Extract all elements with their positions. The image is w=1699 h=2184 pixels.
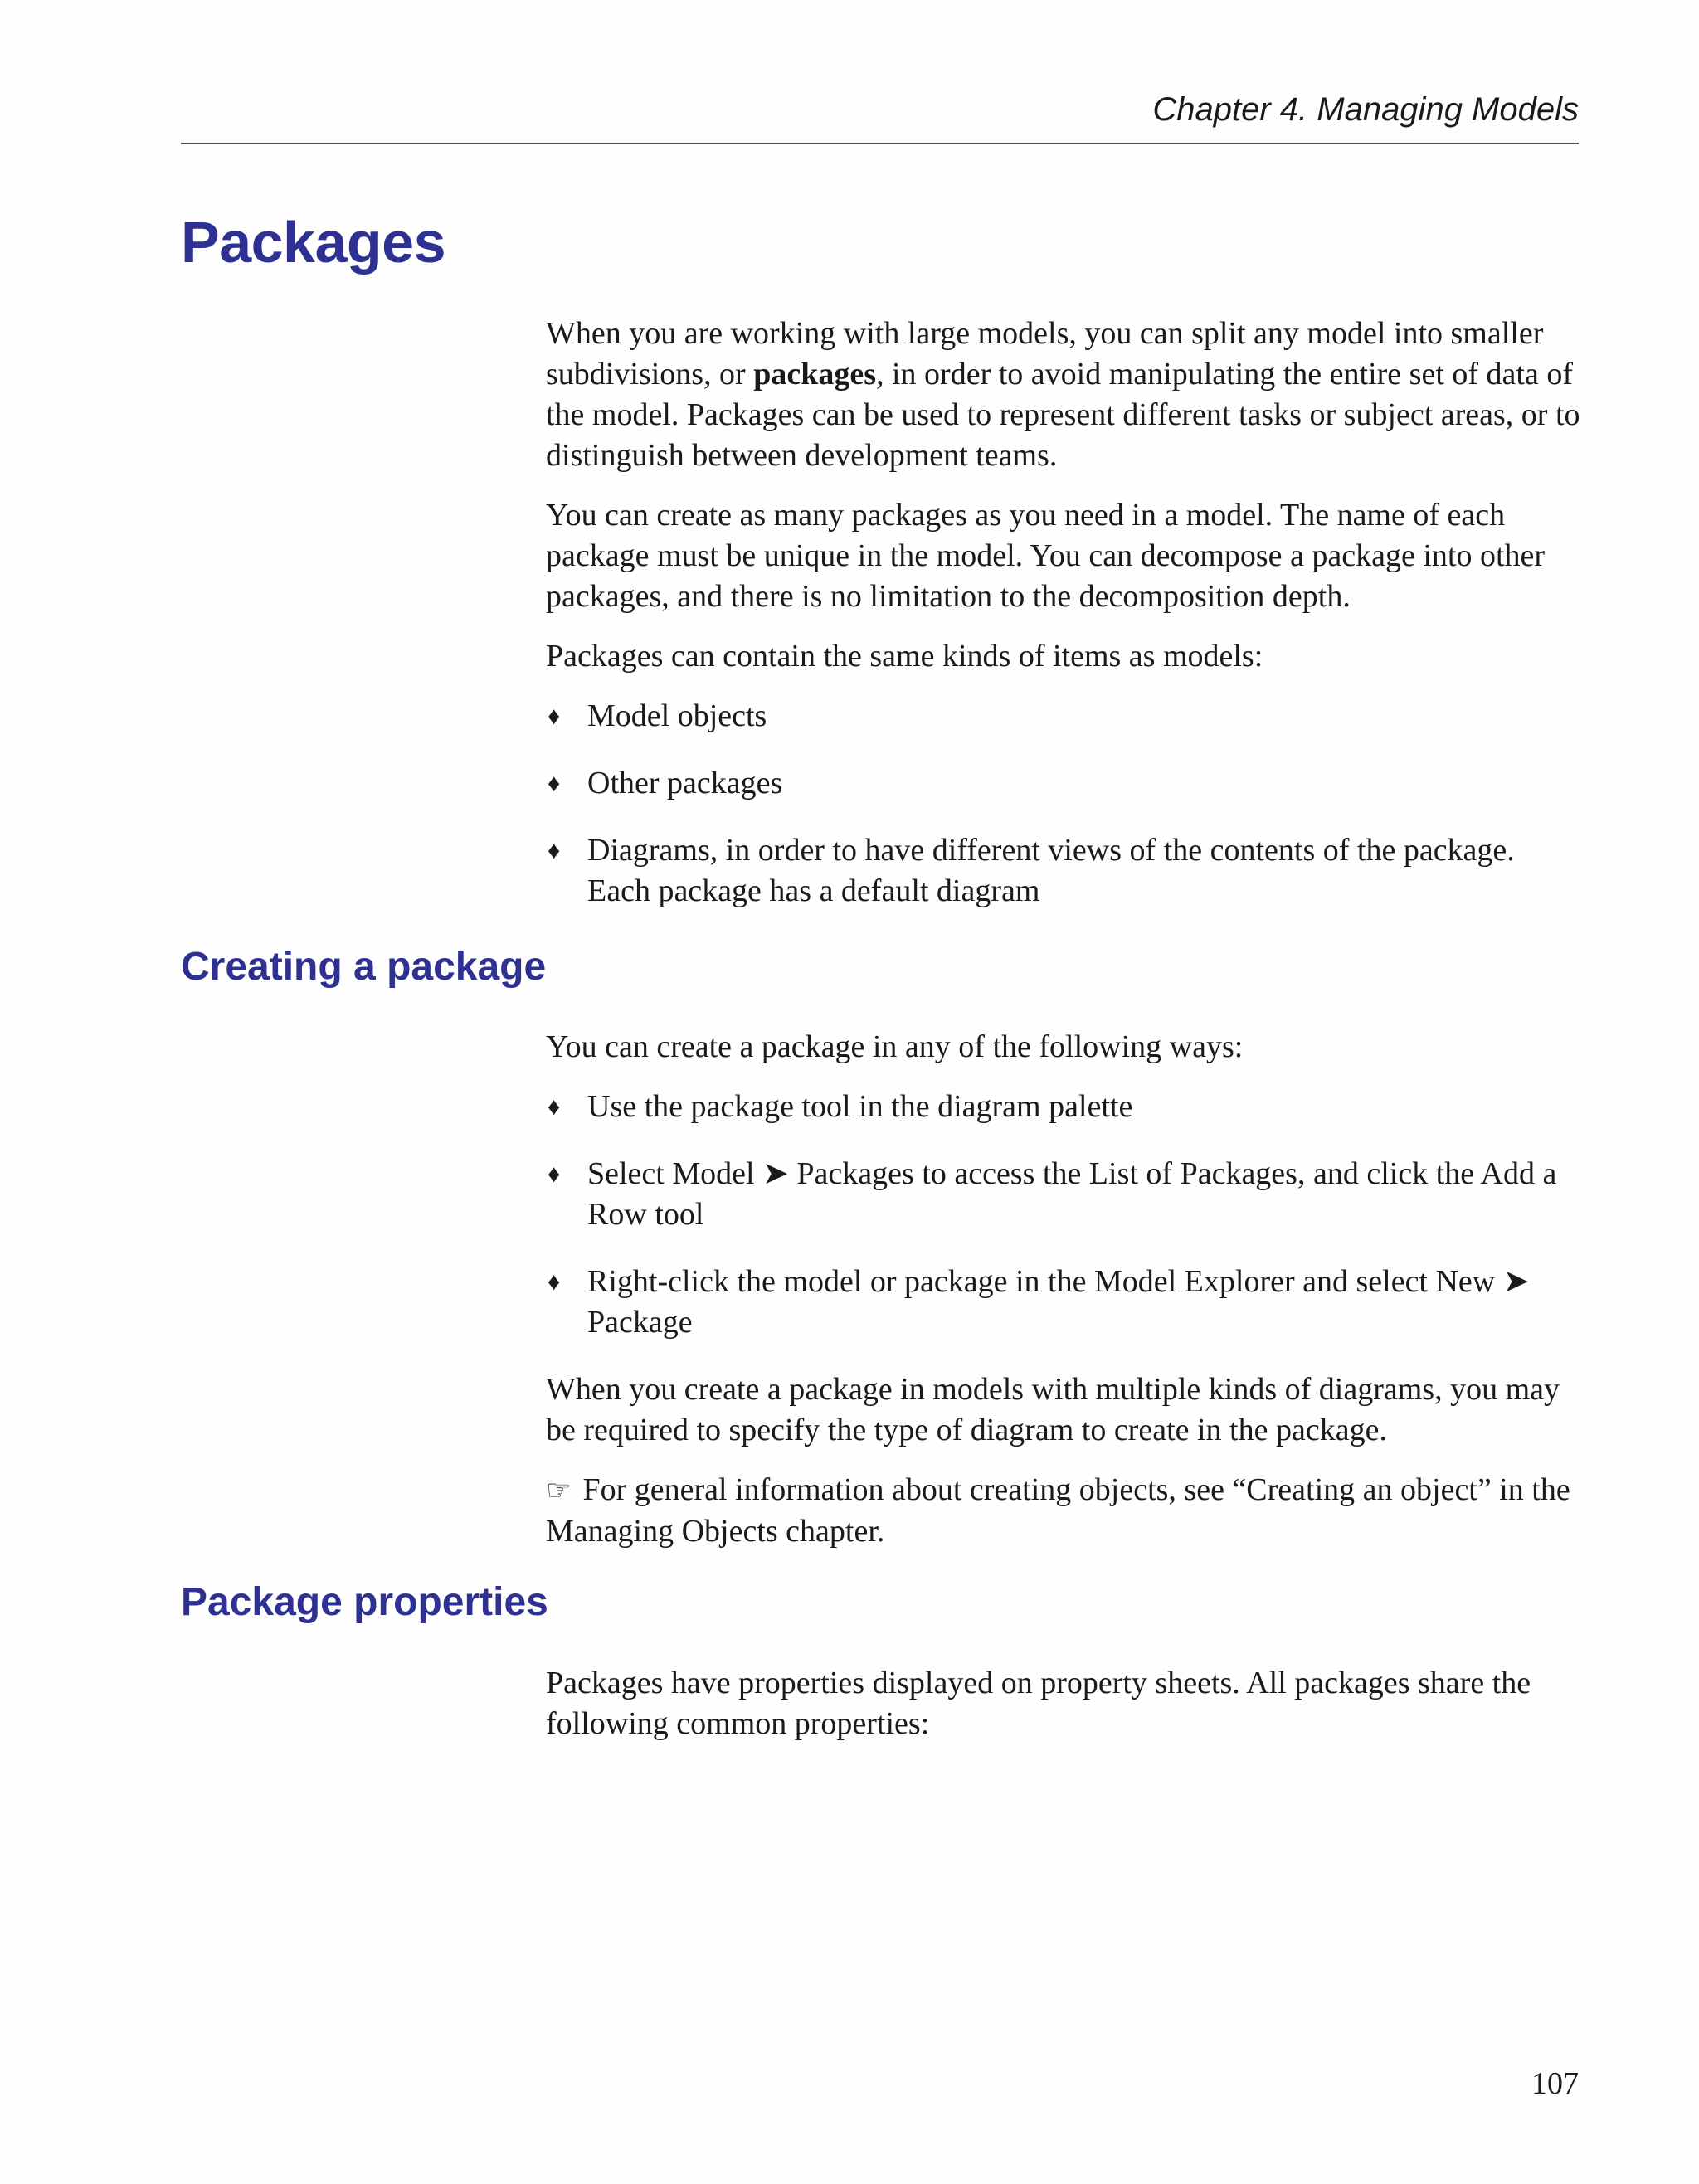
section-title: Packages xyxy=(181,210,446,275)
packages-body xyxy=(546,314,1583,938)
running-header: Chapter 4. Managing Models xyxy=(1152,91,1579,128)
diamond-bullet-icon: ♦ xyxy=(548,837,561,864)
list-item xyxy=(546,763,1583,804)
ways-list xyxy=(546,1087,1583,1343)
properties-body xyxy=(546,1663,1583,1763)
properties-heading: Package properties xyxy=(181,1580,548,1624)
see-also xyxy=(546,1470,1583,1552)
diamond-bullet-icon: ♦ xyxy=(548,1093,561,1121)
list-item xyxy=(546,1087,1583,1127)
creating-note: When you create a package in models with multiple kinds of diagrams, you may be required to specify the type of diagram to create in the package. xyxy=(546,1372,1560,1447)
list-item-text: Select Model ➤ Packages to access the List of Packages, and click the Add a Row tool xyxy=(587,1156,1557,1232)
list-item-text: Model objects xyxy=(587,698,767,733)
see-also-text: For general information about creating objects, see “Creating an object” in the Managing Objects chapter. xyxy=(546,1472,1570,1549)
header-rule xyxy=(181,143,1579,144)
properties-intro: Packages have properties displayed on property sheets. All packages share the following common properties: xyxy=(546,1666,1531,1741)
intro-bold-term: packages xyxy=(753,357,876,392)
diamond-bullet-icon: ♦ xyxy=(548,703,561,730)
intro-text-1: When you are working with large models, you can split any model into smaller subdivisions, or xyxy=(546,316,1544,392)
creating-heading: Creating a package xyxy=(181,945,547,989)
creating-body xyxy=(546,1027,1583,1571)
page-number: 107 xyxy=(1531,2066,1579,2101)
creating-intro: You can create a package in any of the following ways: xyxy=(546,1029,1244,1064)
intro-paragraph-3: Packages can contain the same kinds of items as models: xyxy=(546,639,1263,674)
list-item-text: Right-click the model or package in the Model Explorer and select New ➤ Package xyxy=(587,1264,1530,1340)
list-item xyxy=(546,696,1583,737)
list-item xyxy=(546,1154,1583,1235)
list-item xyxy=(546,830,1583,912)
contents-list xyxy=(546,696,1583,912)
diamond-bullet-icon: ♦ xyxy=(548,1268,561,1296)
pointing-hand-icon: ☞ xyxy=(546,1476,572,1506)
intro-paragraph-2: You can create as many packages as you need in a model. The name of each package must be unique in the model. You can decompose a package into other packages, and there is no limitation to the decomposition depth. xyxy=(546,498,1546,614)
list-item xyxy=(546,1262,1583,1343)
list-item-text: Other packages xyxy=(587,766,783,800)
diamond-bullet-icon: ♦ xyxy=(548,1160,561,1188)
intro-text-2: , in order to avoid manipulating the entire set of data of the model. Packages can be used to represent different tasks or subject areas, or to distinguish between development teams. xyxy=(546,357,1580,473)
list-item-text: Use the package tool in the diagram palette xyxy=(587,1089,1133,1124)
intro-paragraph-1 xyxy=(546,314,1583,476)
diamond-bullet-icon: ♦ xyxy=(548,770,561,797)
list-item-text: Diagrams, in order to have different views of the contents of the package. Each package has a default diagram xyxy=(587,833,1515,908)
